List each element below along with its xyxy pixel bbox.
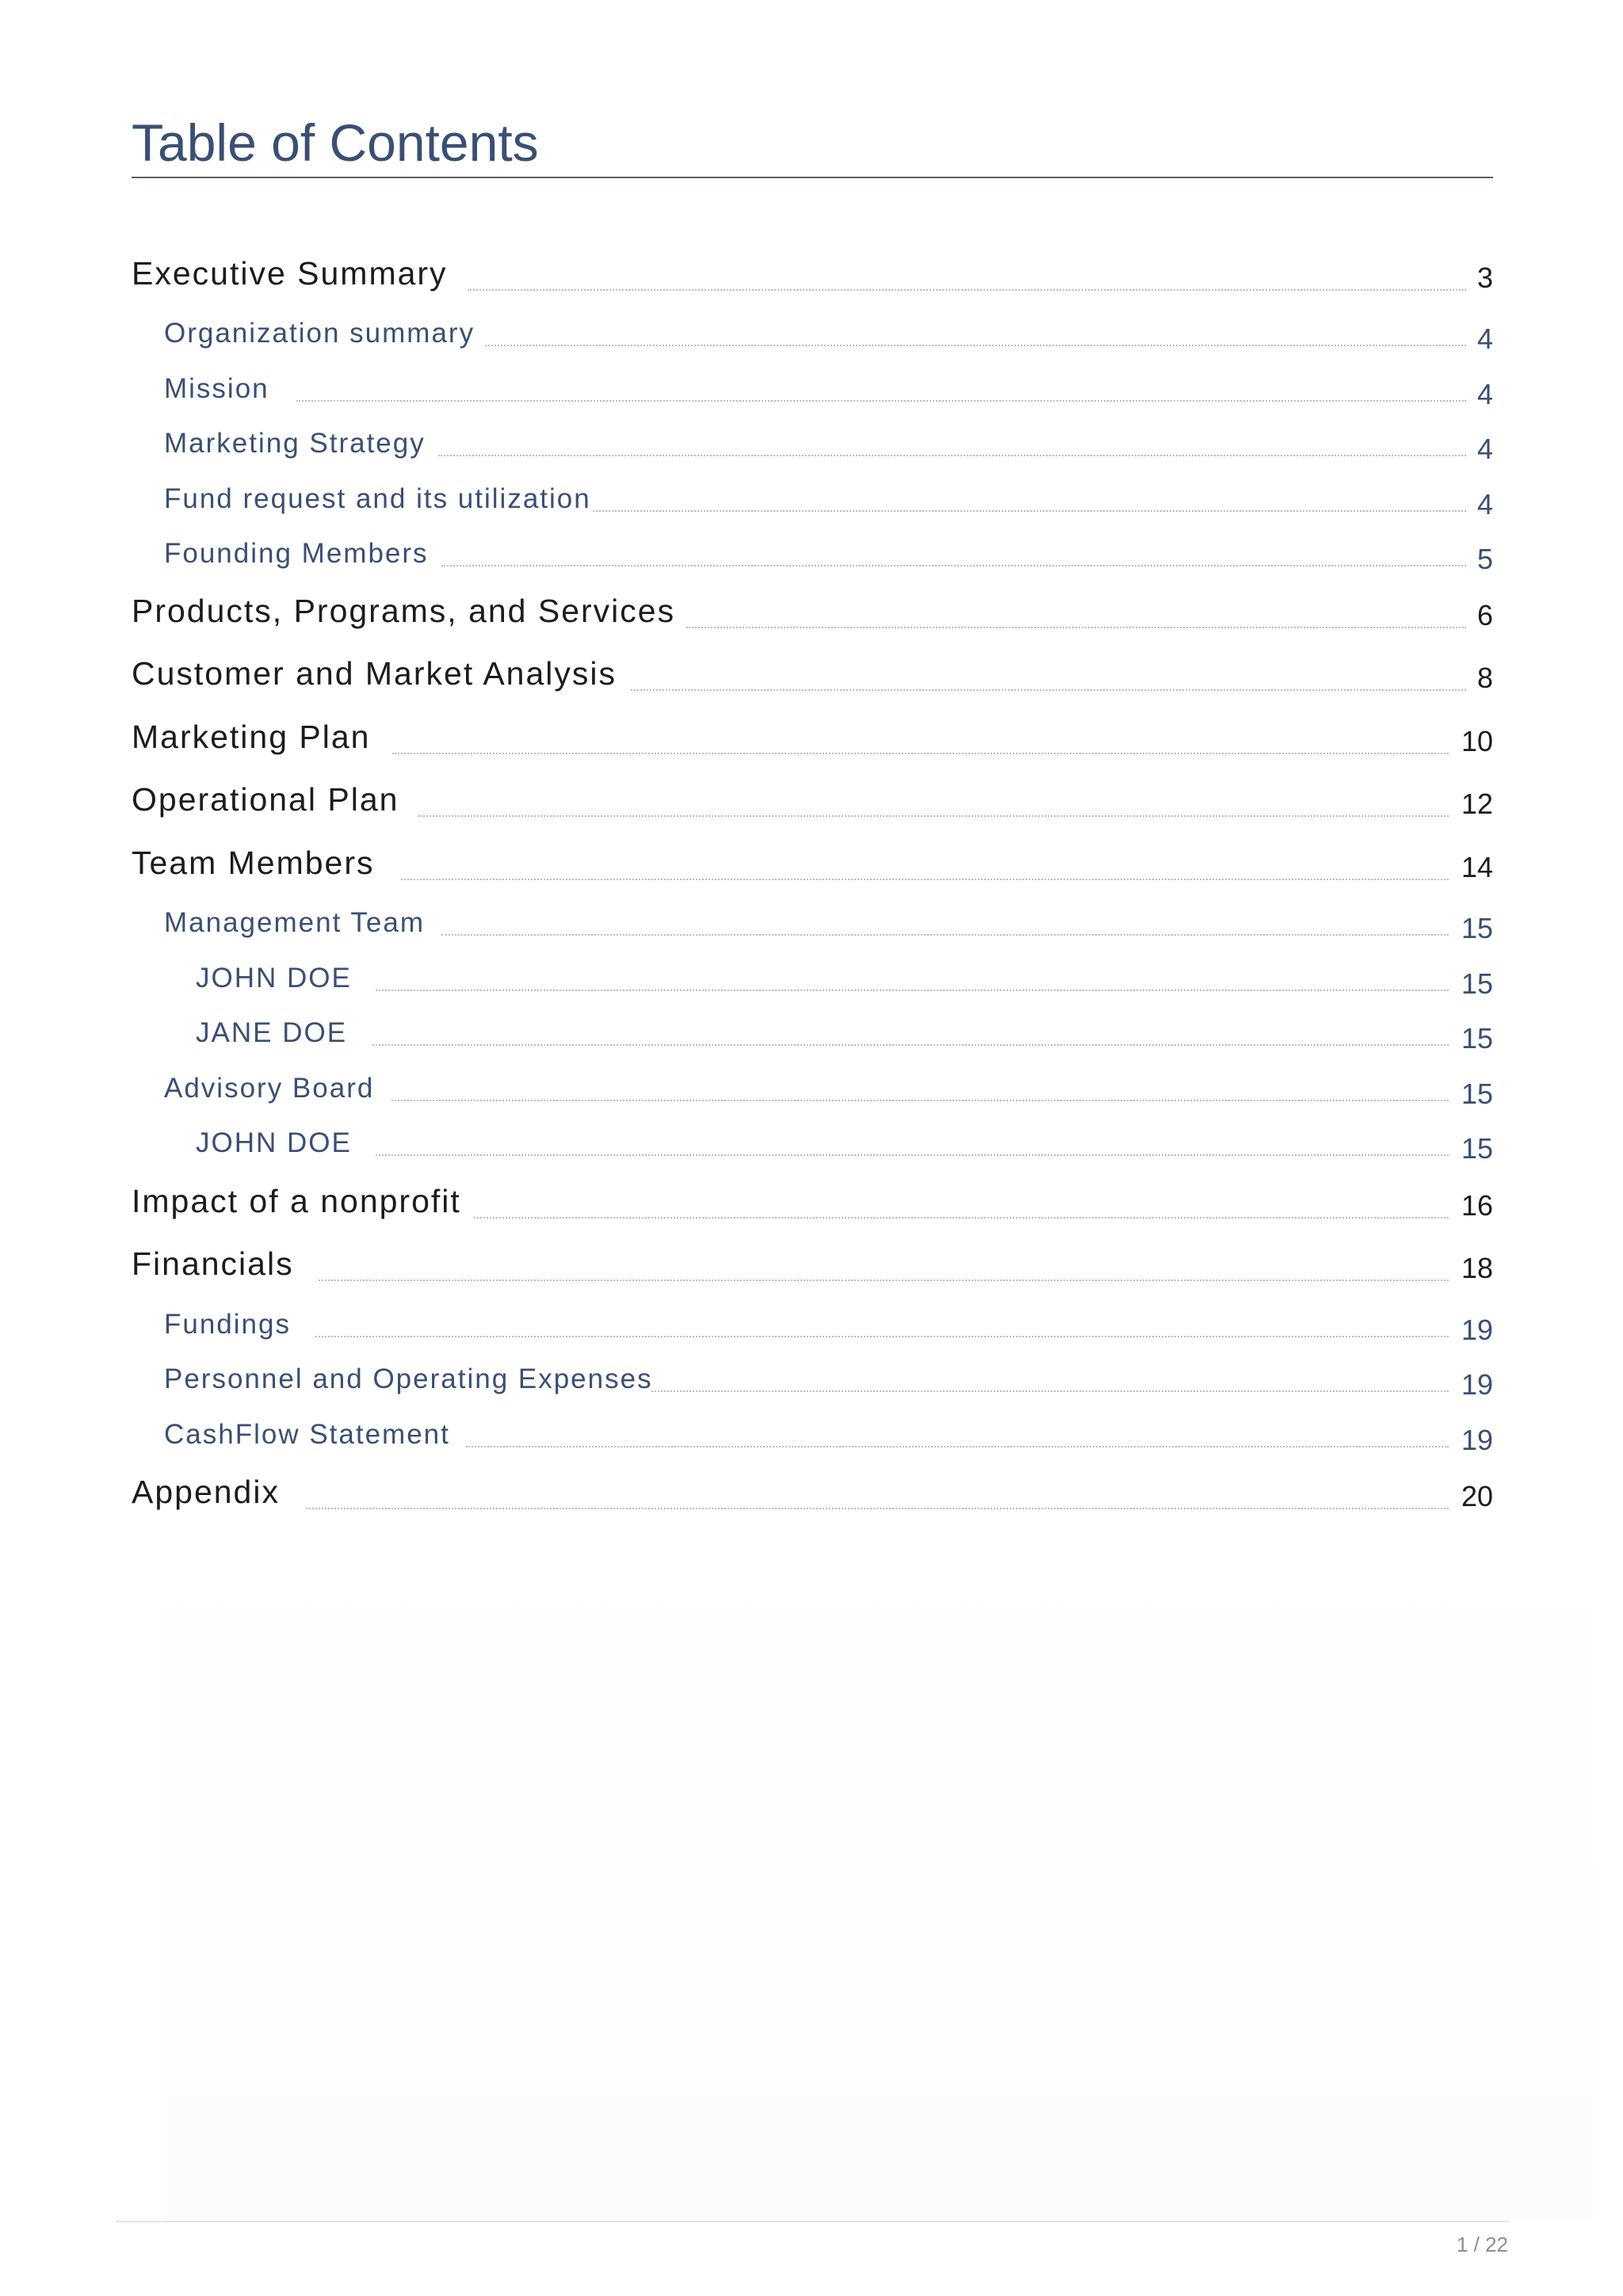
toc-entry-label: Marketing Strategy bbox=[164, 428, 426, 459]
dot-leader bbox=[401, 879, 1449, 880]
toc-entry[interactable] bbox=[0, 845, 1623, 892]
toc-entry-label: Personnel and Operating Expenses bbox=[164, 1363, 653, 1394]
toc-entry-page: 4 bbox=[1476, 488, 1493, 521]
toc-entry-page: 15 bbox=[1461, 967, 1493, 1000]
toc-entry-page: 19 bbox=[1461, 1424, 1493, 1456]
dot-leader bbox=[651, 1390, 1449, 1392]
dot-leader bbox=[466, 1446, 1449, 1447]
toc-entry-label: Operational Plan bbox=[132, 781, 399, 818]
toc-entry-label: Fundings bbox=[164, 1309, 291, 1340]
toc-entry-label: Financials bbox=[132, 1245, 294, 1282]
toc-entry-page: 4 bbox=[1476, 322, 1493, 355]
toc-entry-page: 15 bbox=[1461, 1132, 1493, 1165]
toc-entry-page: 15 bbox=[1461, 1022, 1493, 1055]
toc-entry[interactable] bbox=[0, 906, 1623, 953]
toc-entry-label: CashFlow Statement bbox=[164, 1419, 450, 1450]
toc-entry[interactable] bbox=[0, 1307, 1623, 1355]
dot-leader bbox=[391, 1100, 1449, 1101]
page-counter: 1 / 22 bbox=[1456, 2233, 1508, 2256]
toc-entry[interactable] bbox=[0, 961, 1623, 1009]
toc-entry-label: Organization summary bbox=[164, 318, 475, 349]
toc-entry[interactable] bbox=[0, 1417, 1623, 1465]
toc-entry-page: 14 bbox=[1461, 851, 1493, 883]
toc-entry-page: 8 bbox=[1476, 662, 1493, 694]
toc-entry-label: Team Members bbox=[132, 845, 375, 881]
toc-entry-label: Customer and Market Analysis bbox=[132, 655, 617, 692]
dot-leader bbox=[296, 400, 1466, 402]
toc-entry-page: 4 bbox=[1476, 433, 1493, 465]
toc-entry[interactable] bbox=[0, 316, 1623, 364]
toc-entry-page: 15 bbox=[1461, 1077, 1493, 1110]
toc-entry-label: JOHN DOE bbox=[196, 963, 352, 994]
toc-entry[interactable] bbox=[0, 1362, 1623, 1409]
toc-entry[interactable] bbox=[0, 255, 1623, 303]
dot-leader bbox=[686, 627, 1466, 628]
toc-entry-page: 18 bbox=[1461, 1252, 1493, 1284]
toc-entry[interactable] bbox=[0, 1071, 1623, 1119]
toc-entry-label: Management Team bbox=[164, 907, 425, 938]
toc-entry-label: Executive Summary bbox=[132, 255, 448, 292]
toc-entry-label: Fund request and its utilization bbox=[164, 483, 591, 514]
toc-entry-page: 15 bbox=[1461, 912, 1493, 944]
page-background bbox=[166, 1505, 1593, 2218]
dot-leader bbox=[306, 1508, 1449, 1509]
toc-entry[interactable] bbox=[0, 1126, 1623, 1173]
toc-entry-page: 19 bbox=[1461, 1368, 1493, 1401]
toc-entry[interactable] bbox=[0, 1474, 1623, 1521]
toc-entry-page: 16 bbox=[1461, 1189, 1493, 1222]
toc-entry-page: 4 bbox=[1476, 378, 1493, 410]
dot-leader bbox=[468, 289, 1466, 291]
dot-leader bbox=[474, 1217, 1449, 1219]
dot-leader bbox=[315, 1336, 1449, 1337]
dot-leader bbox=[418, 815, 1449, 817]
toc-entry[interactable] bbox=[0, 372, 1623, 419]
dot-leader bbox=[376, 1154, 1449, 1156]
dot-leader bbox=[441, 565, 1466, 566]
toc-entry-page: 19 bbox=[1461, 1314, 1493, 1346]
toc-entry-label: Advisory Board bbox=[164, 1073, 375, 1104]
toc-entry-page: 10 bbox=[1461, 725, 1493, 757]
toc-entry-label: Impact of a nonprofit bbox=[132, 1183, 461, 1219]
toc-entry-label: JANE DOE bbox=[196, 1017, 348, 1048]
title-divider bbox=[132, 177, 1493, 178]
toc-entry-label: JOHN DOE bbox=[196, 1127, 352, 1158]
toc-entry-page: 3 bbox=[1476, 261, 1493, 294]
toc-entry-label: Founding Members bbox=[164, 538, 429, 569]
toc-entry-label: Marketing Plan bbox=[132, 719, 371, 755]
toc-entry-label: Appendix bbox=[132, 1474, 280, 1510]
dot-leader bbox=[441, 934, 1449, 936]
toc-entry[interactable] bbox=[0, 655, 1623, 703]
toc-entry[interactable] bbox=[0, 719, 1623, 766]
toc-entry[interactable] bbox=[0, 781, 1623, 829]
toc-entry-page: 5 bbox=[1476, 543, 1493, 575]
toc-entry[interactable] bbox=[0, 593, 1623, 640]
toc-entry[interactable] bbox=[0, 426, 1623, 474]
toc-entry[interactable] bbox=[0, 482, 1623, 529]
dot-leader bbox=[485, 345, 1466, 346]
dot-leader bbox=[372, 1044, 1449, 1046]
toc-entry[interactable] bbox=[0, 1245, 1623, 1293]
toc-entry-label: Products, Programs, and Services bbox=[132, 593, 676, 629]
toc-entry[interactable] bbox=[0, 536, 1623, 584]
toc-entry-page: 12 bbox=[1461, 788, 1493, 820]
dot-leader bbox=[593, 510, 1466, 512]
toc-entry-page: 20 bbox=[1461, 1480, 1493, 1512]
footer-divider bbox=[116, 2221, 1509, 2222]
toc-entry-label: Mission bbox=[164, 373, 269, 404]
dot-leader bbox=[631, 689, 1466, 691]
dot-leader bbox=[438, 455, 1466, 456]
page-title: Table of Contents bbox=[132, 113, 539, 172]
dot-leader bbox=[319, 1280, 1449, 1281]
dot-leader bbox=[392, 753, 1449, 754]
toc-entry[interactable] bbox=[0, 1183, 1623, 1230]
dot-leader bbox=[376, 990, 1449, 991]
toc-entry-page: 6 bbox=[1476, 599, 1493, 631]
toc-entry[interactable] bbox=[0, 1016, 1623, 1063]
